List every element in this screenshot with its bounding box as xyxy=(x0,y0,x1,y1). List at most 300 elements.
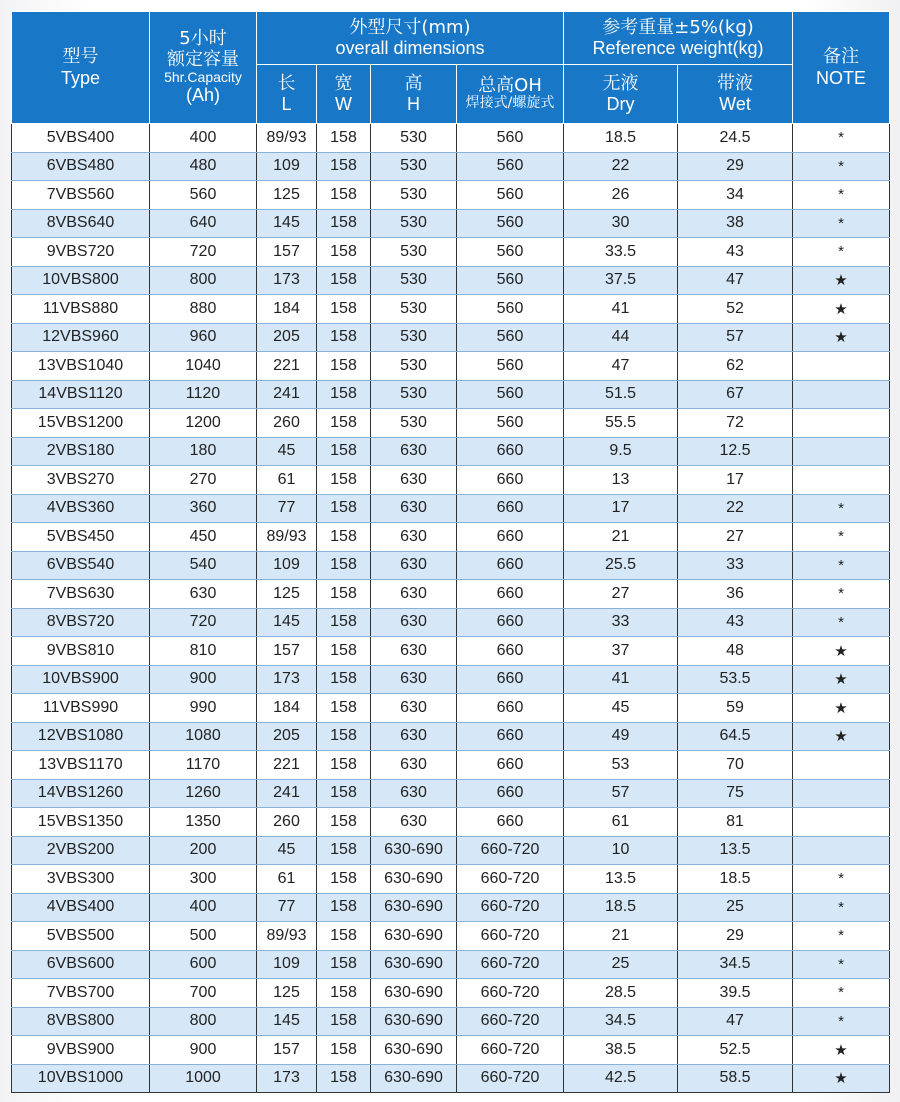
table-row xyxy=(12,523,890,552)
dry-weight-cell: 41 xyxy=(564,295,678,324)
length-cell: 145 xyxy=(257,608,317,637)
height-cell: 530 xyxy=(371,323,457,352)
width-cell: 158 xyxy=(317,152,371,181)
length-cell: 89/93 xyxy=(257,922,317,951)
type-cell: 8VBS640 xyxy=(12,209,150,238)
capacity-header-cn1: 5小时 xyxy=(179,28,227,50)
dry-weight-cell: 47 xyxy=(564,352,678,381)
overall-height-cell: 660-720 xyxy=(457,950,564,979)
wet-weight-cell: 29 xyxy=(678,152,793,181)
dry-weight-cell: 18.5 xyxy=(564,124,678,153)
note-cell: ★ xyxy=(793,266,890,295)
wet-weight-cell: 75 xyxy=(678,779,793,808)
overall-height-cell: 660 xyxy=(457,608,564,637)
wet-weight-cell: 48 xyxy=(678,637,793,666)
table-row xyxy=(12,494,890,523)
note-cell: * xyxy=(793,209,890,238)
wet-weight-cell: 59 xyxy=(678,694,793,723)
wet-weight-cell: 72 xyxy=(678,409,793,438)
wet-weight-cell: 52 xyxy=(678,295,793,324)
overall-height-cell: 660-720 xyxy=(457,836,564,865)
table-row xyxy=(12,266,890,295)
note-cell xyxy=(793,380,890,409)
dry-weight-cell: 13 xyxy=(564,466,678,495)
capacity-cell: 640 xyxy=(150,209,257,238)
type-cell: 15VBS1350 xyxy=(12,808,150,837)
height-cell: 630 xyxy=(371,722,457,751)
capacity-cell: 600 xyxy=(150,950,257,979)
wet-weight-cell: 57 xyxy=(678,323,793,352)
note-cell: * xyxy=(793,608,890,637)
type-cell: 10VBS900 xyxy=(12,665,150,694)
table-row xyxy=(12,808,890,837)
length-cell: 205 xyxy=(257,722,317,751)
capacity-cell: 1350 xyxy=(150,808,257,837)
height-cell: 530 xyxy=(371,238,457,267)
width-cell: 158 xyxy=(317,1064,371,1093)
note-cell: * xyxy=(793,523,890,552)
table-row xyxy=(12,779,890,808)
note-cell: * xyxy=(793,124,890,153)
table-row xyxy=(12,181,890,210)
capacity-cell: 720 xyxy=(150,608,257,637)
capacity-cell: 990 xyxy=(150,694,257,723)
length-cell: 77 xyxy=(257,893,317,922)
length-cell: 61 xyxy=(257,865,317,894)
dry-weight-cell: 37 xyxy=(564,637,678,666)
type-header-en: Type xyxy=(60,67,101,88)
overall-height-cell: 660-720 xyxy=(457,1064,564,1093)
dry-weight-cell: 38.5 xyxy=(564,1036,678,1065)
table-row xyxy=(12,295,890,324)
dry-weight-cell: 57 xyxy=(564,779,678,808)
table-row xyxy=(12,979,890,1008)
length-cell: 45 xyxy=(257,437,317,466)
height-cell: 630 xyxy=(371,808,457,837)
type-cell: 5VBS450 xyxy=(12,523,150,552)
wet-weight-cell: 64.5 xyxy=(678,722,793,751)
height-header-cn: 高 xyxy=(404,72,423,94)
overall-height-cell: 660 xyxy=(457,751,564,780)
note-header xyxy=(793,12,890,124)
width-cell: 158 xyxy=(317,323,371,352)
note-cell: * xyxy=(793,152,890,181)
length-cell: 45 xyxy=(257,836,317,865)
width-cell: 158 xyxy=(317,865,371,894)
type-cell: 3VBS300 xyxy=(12,865,150,894)
dry-weight-cell: 61 xyxy=(564,808,678,837)
dimensions-header xyxy=(257,12,564,65)
dry-weight-cell: 18.5 xyxy=(564,893,678,922)
overall-height-cell: 560 xyxy=(457,181,564,210)
capacity-header-en: 5hr.Capacity xyxy=(164,68,242,85)
dry-weight-cell: 26 xyxy=(564,181,678,210)
table-row xyxy=(12,1007,890,1036)
overall-height-cell: 660 xyxy=(457,722,564,751)
wet-weight-cell: 47 xyxy=(678,266,793,295)
table-row xyxy=(12,751,890,780)
type-cell: 13VBS1040 xyxy=(12,352,150,381)
type-cell: 4VBS400 xyxy=(12,893,150,922)
capacity-cell: 200 xyxy=(150,836,257,865)
note-cell: ★ xyxy=(793,323,890,352)
overall-height-cell: 560 xyxy=(457,152,564,181)
width-cell: 158 xyxy=(317,266,371,295)
width-cell: 158 xyxy=(317,523,371,552)
dry-weight-cell: 33.5 xyxy=(564,238,678,267)
length-cell: 145 xyxy=(257,1007,317,1036)
length-cell: 241 xyxy=(257,779,317,808)
capacity-header-cn2: 额定容量 xyxy=(167,48,239,70)
height-cell: 630 xyxy=(371,694,457,723)
length-cell: 221 xyxy=(257,352,317,381)
capacity-cell: 800 xyxy=(150,1007,257,1036)
wet-weight-cell: 36 xyxy=(678,580,793,609)
table-row xyxy=(12,722,890,751)
length-cell: 125 xyxy=(257,181,317,210)
note-header-cn: 备注 xyxy=(823,46,860,68)
wet-weight-cell: 18.5 xyxy=(678,865,793,894)
capacity-cell: 1200 xyxy=(150,409,257,438)
table-row xyxy=(12,124,890,153)
overall-height-cell: 660 xyxy=(457,523,564,552)
weight-header-cn: 参考重量±5%(kg) xyxy=(602,16,754,38)
dry-weight-cell: 9.5 xyxy=(564,437,678,466)
height-cell: 630 xyxy=(371,779,457,808)
width-cell: 158 xyxy=(317,808,371,837)
capacity-cell: 900 xyxy=(150,665,257,694)
note-cell xyxy=(793,808,890,837)
width-header-cn: 宽 xyxy=(334,72,353,94)
overall-height-cell: 560 xyxy=(457,295,564,324)
table-row xyxy=(12,865,890,894)
capacity-cell: 1170 xyxy=(150,751,257,780)
width-header-en: W xyxy=(335,94,352,114)
height-cell: 630-690 xyxy=(371,1036,457,1065)
width-header xyxy=(317,65,371,124)
capacity-cell: 630 xyxy=(150,580,257,609)
capacity-cell: 180 xyxy=(150,437,257,466)
type-cell: 6VBS540 xyxy=(12,551,150,580)
overall-height-cell: 660 xyxy=(457,466,564,495)
type-cell: 2VBS200 xyxy=(12,836,150,865)
overall-height-cell: 660 xyxy=(457,779,564,808)
type-cell: 8VBS720 xyxy=(12,608,150,637)
wet-weight-cell: 67 xyxy=(678,380,793,409)
height-cell: 630-690 xyxy=(371,1007,457,1036)
note-cell xyxy=(793,751,890,780)
length-cell: 109 xyxy=(257,551,317,580)
dry-weight-cell: 22 xyxy=(564,152,678,181)
dry-weight-header xyxy=(564,65,678,124)
note-cell: ★ xyxy=(793,637,890,666)
height-cell: 630-690 xyxy=(371,950,457,979)
dry-weight-cell: 25 xyxy=(564,950,678,979)
height-cell: 630-690 xyxy=(371,1064,457,1093)
width-cell: 158 xyxy=(317,979,371,1008)
height-cell: 530 xyxy=(371,124,457,153)
dry-weight-cell: 21 xyxy=(564,523,678,552)
length-cell: 184 xyxy=(257,694,317,723)
overall-height-cell: 560 xyxy=(457,323,564,352)
table-row xyxy=(12,437,890,466)
capacity-cell: 270 xyxy=(150,466,257,495)
note-cell: * xyxy=(793,865,890,894)
capacity-cell: 1000 xyxy=(150,1064,257,1093)
capacity-cell: 700 xyxy=(150,979,257,1008)
wet-weight-cell: 13.5 xyxy=(678,836,793,865)
capacity-cell: 1120 xyxy=(150,380,257,409)
wet-weight-cell: 70 xyxy=(678,751,793,780)
dry-weight-header-cn: 无液 xyxy=(602,72,639,94)
capacity-cell: 450 xyxy=(150,523,257,552)
note-cell: * xyxy=(793,893,890,922)
wet-weight-cell: 33 xyxy=(678,551,793,580)
note-cell: ★ xyxy=(793,722,890,751)
capacity-cell: 400 xyxy=(150,124,257,153)
dry-weight-cell: 55.5 xyxy=(564,409,678,438)
type-cell: 9VBS900 xyxy=(12,1036,150,1065)
wet-weight-cell: 38 xyxy=(678,209,793,238)
note-cell xyxy=(793,836,890,865)
capacity-cell: 1080 xyxy=(150,722,257,751)
overall-height-header-cn: 总高OH xyxy=(478,75,542,97)
type-cell: 11VBS880 xyxy=(12,295,150,324)
note-cell xyxy=(793,779,890,808)
height-cell: 630-690 xyxy=(371,865,457,894)
wet-weight-cell: 12.5 xyxy=(678,437,793,466)
table-row xyxy=(12,380,890,409)
table-row xyxy=(12,694,890,723)
length-cell: 61 xyxy=(257,466,317,495)
wet-weight-cell: 47 xyxy=(678,1007,793,1036)
type-cell: 10VBS800 xyxy=(12,266,150,295)
type-cell: 2VBS180 xyxy=(12,437,150,466)
type-cell: 12VBS960 xyxy=(12,323,150,352)
height-header-en: H xyxy=(407,94,420,114)
note-cell: * xyxy=(793,979,890,1008)
capacity-cell: 540 xyxy=(150,551,257,580)
width-cell: 158 xyxy=(317,1036,371,1065)
width-cell: 158 xyxy=(317,352,371,381)
wet-weight-cell: 24.5 xyxy=(678,124,793,153)
type-cell: 12VBS1080 xyxy=(12,722,150,751)
overall-height-cell: 660-720 xyxy=(457,922,564,951)
length-cell: 89/93 xyxy=(257,523,317,552)
dimensions-header-en: overall dimensions xyxy=(335,38,485,58)
height-cell: 630 xyxy=(371,608,457,637)
width-cell: 158 xyxy=(317,494,371,523)
wet-weight-cell: 39.5 xyxy=(678,979,793,1008)
dry-weight-cell: 51.5 xyxy=(564,380,678,409)
width-cell: 158 xyxy=(317,694,371,723)
width-cell: 158 xyxy=(317,181,371,210)
wet-weight-cell: 53.5 xyxy=(678,665,793,694)
dry-weight-cell: 44 xyxy=(564,323,678,352)
dimensions-header-cn: 外型尺寸(mm) xyxy=(349,16,471,38)
wet-weight-header xyxy=(678,65,793,124)
height-cell: 530 xyxy=(371,380,457,409)
table-row xyxy=(12,1064,890,1093)
type-cell: 5VBS500 xyxy=(12,922,150,951)
wet-weight-header-en: Wet xyxy=(719,94,751,114)
table-row xyxy=(12,922,890,951)
height-cell: 630 xyxy=(371,637,457,666)
width-cell: 158 xyxy=(317,437,371,466)
wet-weight-cell: 81 xyxy=(678,808,793,837)
note-cell: ★ xyxy=(793,665,890,694)
width-cell: 158 xyxy=(317,893,371,922)
width-cell: 158 xyxy=(317,637,371,666)
width-cell: 158 xyxy=(317,722,371,751)
length-cell: 109 xyxy=(257,152,317,181)
table-row xyxy=(12,580,890,609)
dry-weight-cell: 53 xyxy=(564,751,678,780)
wet-weight-cell: 52.5 xyxy=(678,1036,793,1065)
note-cell: * xyxy=(793,922,890,951)
height-cell: 530 xyxy=(371,209,457,238)
note-cell: ★ xyxy=(793,694,890,723)
width-cell: 158 xyxy=(317,779,371,808)
dry-weight-cell: 13.5 xyxy=(564,865,678,894)
height-cell: 630 xyxy=(371,551,457,580)
length-header xyxy=(257,65,317,124)
height-cell: 630 xyxy=(371,494,457,523)
type-cell: 15VBS1200 xyxy=(12,409,150,438)
note-cell xyxy=(793,437,890,466)
table-row xyxy=(12,950,890,979)
height-cell: 530 xyxy=(371,295,457,324)
height-cell: 530 xyxy=(371,152,457,181)
capacity-cell: 400 xyxy=(150,893,257,922)
overall-height-cell: 660-720 xyxy=(457,1007,564,1036)
note-cell: ★ xyxy=(793,1036,890,1065)
capacity-cell: 900 xyxy=(150,1036,257,1065)
length-cell: 184 xyxy=(257,295,317,324)
wet-weight-cell: 27 xyxy=(678,523,793,552)
capacity-cell: 880 xyxy=(150,295,257,324)
note-cell: * xyxy=(793,950,890,979)
width-cell: 158 xyxy=(317,580,371,609)
overall-height-cell: 560 xyxy=(457,209,564,238)
wet-weight-cell: 29 xyxy=(678,922,793,951)
dry-weight-cell: 17 xyxy=(564,494,678,523)
length-cell: 241 xyxy=(257,380,317,409)
overall-height-cell: 560 xyxy=(457,380,564,409)
dry-weight-cell: 21 xyxy=(564,922,678,951)
overall-height-cell: 660 xyxy=(457,551,564,580)
overall-height-cell: 660 xyxy=(457,494,564,523)
width-cell: 158 xyxy=(317,238,371,267)
length-cell: 173 xyxy=(257,1064,317,1093)
width-cell: 158 xyxy=(317,950,371,979)
capacity-cell: 480 xyxy=(150,152,257,181)
dry-weight-cell: 25.5 xyxy=(564,551,678,580)
length-cell: 145 xyxy=(257,209,317,238)
type-cell: 9VBS810 xyxy=(12,637,150,666)
note-cell xyxy=(793,466,890,495)
dry-weight-cell: 28.5 xyxy=(564,979,678,1008)
length-cell: 173 xyxy=(257,665,317,694)
capacity-cell: 560 xyxy=(150,181,257,210)
wet-weight-cell: 62 xyxy=(678,352,793,381)
capacity-cell: 1040 xyxy=(150,352,257,381)
capacity-cell: 960 xyxy=(150,323,257,352)
height-cell: 630 xyxy=(371,466,457,495)
dry-weight-cell: 41 xyxy=(564,665,678,694)
dry-weight-cell: 45 xyxy=(564,694,678,723)
table-row xyxy=(12,238,890,267)
type-cell: 13VBS1170 xyxy=(12,751,150,780)
length-cell: 109 xyxy=(257,950,317,979)
overall-height-cell: 660 xyxy=(457,808,564,837)
note-cell: ★ xyxy=(793,295,890,324)
table-row xyxy=(12,1036,890,1065)
type-cell: 8VBS800 xyxy=(12,1007,150,1036)
width-cell: 158 xyxy=(317,209,371,238)
height-cell: 630 xyxy=(371,523,457,552)
overall-height-cell: 560 xyxy=(457,238,564,267)
note-cell: * xyxy=(793,1007,890,1036)
note-header-en: NOTE xyxy=(816,67,867,88)
length-cell: 260 xyxy=(257,409,317,438)
note-cell: * xyxy=(793,580,890,609)
note-cell: * xyxy=(793,181,890,210)
overall-height-cell: 560 xyxy=(457,409,564,438)
width-cell: 158 xyxy=(317,380,371,409)
dry-weight-cell: 33 xyxy=(564,608,678,637)
overall-height-header-sub: 焊接式/螺旋式 xyxy=(465,95,555,112)
type-header xyxy=(12,12,150,124)
height-cell: 630 xyxy=(371,437,457,466)
height-cell: 630-690 xyxy=(371,836,457,865)
dry-weight-cell: 10 xyxy=(564,836,678,865)
capacity-cell: 720 xyxy=(150,238,257,267)
type-cell: 6VBS600 xyxy=(12,950,150,979)
type-cell: 11VBS990 xyxy=(12,694,150,723)
length-cell: 157 xyxy=(257,637,317,666)
height-cell: 630 xyxy=(371,665,457,694)
note-cell xyxy=(793,409,890,438)
wet-weight-cell: 17 xyxy=(678,466,793,495)
dry-weight-cell: 34.5 xyxy=(564,1007,678,1036)
type-cell: 10VBS1000 xyxy=(12,1064,150,1093)
capacity-cell: 500 xyxy=(150,922,257,951)
wet-weight-cell: 34.5 xyxy=(678,950,793,979)
overall-height-cell: 560 xyxy=(457,352,564,381)
dry-weight-header-en: Dry xyxy=(606,94,635,114)
width-cell: 158 xyxy=(317,836,371,865)
table-row xyxy=(12,323,890,352)
type-cell: 14VBS1260 xyxy=(12,779,150,808)
wet-weight-header-cn: 带液 xyxy=(717,72,754,94)
height-cell: 530 xyxy=(371,266,457,295)
length-cell: 205 xyxy=(257,323,317,352)
overall-height-cell: 660-720 xyxy=(457,979,564,1008)
width-cell: 158 xyxy=(317,751,371,780)
dry-weight-cell: 49 xyxy=(564,722,678,751)
overall-height-header xyxy=(457,65,564,124)
length-cell: 173 xyxy=(257,266,317,295)
overall-height-cell: 660-720 xyxy=(457,893,564,922)
table-row xyxy=(12,637,890,666)
overall-height-cell: 560 xyxy=(457,266,564,295)
width-cell: 158 xyxy=(317,608,371,637)
length-cell: 125 xyxy=(257,979,317,1008)
type-cell: 9VBS720 xyxy=(12,238,150,267)
overall-height-cell: 660 xyxy=(457,580,564,609)
length-cell: 157 xyxy=(257,1036,317,1065)
